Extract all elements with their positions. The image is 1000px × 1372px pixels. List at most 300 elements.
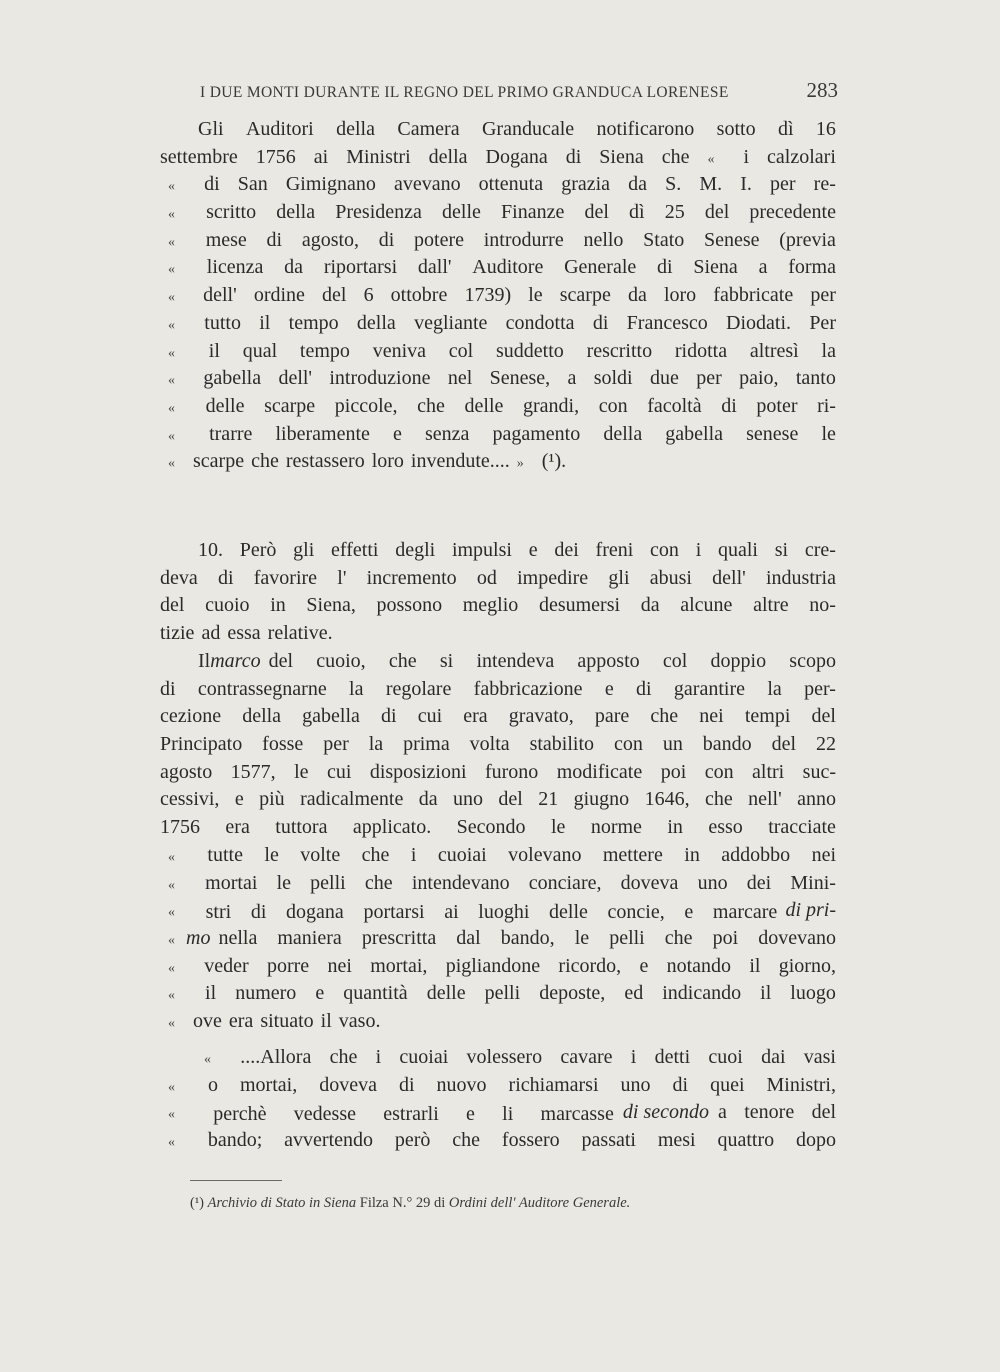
text-line: [160, 897, 836, 925]
text-word: calzolari: [767, 145, 836, 168]
text-word: del: [322, 284, 347, 307]
text-word: i: [375, 1046, 382, 1068]
paragraph-allora: [160, 1044, 836, 1155]
text-word: gli: [293, 539, 315, 561]
text-word: il: [760, 982, 772, 1005]
text-word: del: [160, 594, 185, 617]
text-word: industria: [765, 566, 836, 589]
text-word: prescritta: [361, 926, 437, 949]
text-word: condotta: [505, 311, 575, 334]
text-word: da: [628, 173, 648, 196]
text-word: liberamente: [275, 422, 370, 445]
text-word: marcasse: [540, 1103, 614, 1126]
text-word: era: [463, 705, 488, 728]
text-word: applicato.: [352, 816, 432, 839]
text-line: [160, 814, 836, 842]
text-word: tempo: [288, 311, 339, 334]
text-word: poi: [712, 926, 739, 949]
text-word: volessero: [466, 1046, 543, 1068]
text-word: del: [704, 201, 730, 224]
text-word: prima: [403, 733, 450, 756]
text-line: [160, 703, 836, 731]
text-run: [218, 925, 836, 953]
text-word: il: [208, 339, 220, 362]
text-word: dai: [761, 1046, 786, 1068]
text-word: le: [294, 760, 309, 783]
quote-mark: «: [168, 1135, 175, 1151]
text-word: mettere: [602, 843, 663, 866]
text-word: richiamarsi: [508, 1073, 599, 1096]
text-word: no-: [809, 594, 836, 617]
text-word: Secondo: [456, 816, 526, 839]
text-word: grazia: [561, 173, 611, 196]
text-word: della: [336, 118, 375, 140]
text-word: Senese: [704, 228, 760, 251]
text-word: Ministri,: [766, 1073, 836, 1096]
text-line: [160, 282, 836, 310]
text-word: cezione: [160, 705, 222, 728]
text-word: indicando: [662, 982, 742, 1005]
text-word: incremento: [366, 566, 457, 589]
text-word: Ministri: [346, 145, 411, 168]
text-word: Gli: [198, 118, 224, 140]
text-word: vasi: [803, 1046, 836, 1068]
text-word: meglio: [462, 594, 519, 617]
text-line: [160, 620, 836, 648]
quote-mark: «: [168, 988, 175, 1004]
text-line: [160, 592, 836, 620]
text-word: le: [264, 843, 279, 866]
text-word: l': [337, 566, 347, 589]
text-word: le: [574, 926, 590, 949]
text-word: passati: [581, 1129, 636, 1152]
text-word: per-: [804, 677, 836, 700]
text-word: scopo: [789, 650, 836, 672]
quote-mark: «: [168, 960, 175, 976]
text-line: [160, 676, 836, 704]
text-word: il: [320, 1009, 332, 1032]
text-word: si: [774, 539, 789, 561]
text-word: vedesse: [293, 1103, 356, 1126]
text-line: [160, 365, 836, 393]
text-word: vaso.: [338, 1009, 381, 1032]
text-word: doveva: [319, 1073, 377, 1096]
text-line: [160, 1127, 836, 1155]
text-word: e: [466, 1103, 475, 1126]
text-word: avevano: [393, 173, 461, 196]
page-number: 283: [806, 78, 838, 102]
text-word: Auditori: [245, 118, 314, 140]
text-word: bando: [702, 733, 752, 756]
text-word: tracciate: [768, 816, 836, 839]
text-line: [160, 227, 836, 255]
text-word: disposizioni: [369, 760, 467, 783]
text-word: cuoiai: [437, 843, 487, 866]
text-word: di: [636, 677, 652, 700]
text-word: pagamento: [492, 422, 581, 445]
text-line: [160, 254, 836, 282]
quote-mark: «: [168, 1015, 175, 1031]
text-word: avvertendo: [284, 1129, 374, 1152]
text-word: 21: [538, 788, 559, 811]
text-word: veder: [204, 954, 249, 977]
text-word: Granducale: [481, 118, 575, 140]
text-word: esso: [708, 816, 743, 839]
text-word: anno: [797, 788, 836, 811]
quote-mark: «: [168, 373, 175, 389]
text-word: mortai: [205, 871, 258, 894]
text-word: da: [418, 788, 438, 811]
text-word: dell': [278, 367, 313, 390]
text-line: [160, 144, 836, 172]
text-word: 1756: [255, 145, 296, 168]
text-word: tutto: [204, 311, 241, 334]
text-word: pelli: [484, 982, 521, 1005]
text-word: agosto: [160, 760, 213, 783]
text-line: [160, 1099, 836, 1127]
text-word: che: [388, 650, 417, 672]
text-word: nei: [327, 954, 352, 977]
text-word: 10.: [198, 539, 223, 561]
quote-mark: «: [168, 905, 175, 921]
text-word: ordine: [253, 284, 305, 307]
text-word: altresì: [749, 339, 799, 362]
quote-mark: «: [168, 877, 175, 893]
text-word: dall': [417, 256, 452, 279]
text-word: ove: [193, 1009, 222, 1032]
text-word: a: [718, 1101, 727, 1124]
text-word: (¹).: [541, 450, 567, 473]
text-word: scarpe: [559, 284, 611, 307]
text-word: a: [567, 367, 577, 390]
text-word: suc-: [802, 760, 836, 783]
text-word: Siena: [599, 145, 644, 168]
text-word: della: [428, 145, 468, 168]
text-word: che: [364, 871, 393, 894]
text-word: alcune: [680, 594, 733, 617]
quote-mark: «: [168, 428, 175, 444]
text-word: tizie: [160, 622, 195, 645]
text-line: [160, 393, 836, 421]
quote-mark: «: [168, 400, 175, 416]
text-word: Generale: [564, 256, 637, 279]
text-word: tempo: [299, 339, 350, 362]
text-word: i: [410, 843, 417, 866]
text-word: ottenuta: [478, 173, 544, 196]
text-word: notificarono: [596, 118, 695, 140]
text-word: dì: [777, 118, 794, 140]
text-word: Siena,: [306, 594, 356, 617]
text-line: [160, 448, 836, 476]
text-word: loro: [371, 450, 404, 473]
text-word: volevano: [508, 843, 582, 866]
text-word: di: [565, 145, 582, 168]
text-word: nel: [447, 367, 473, 390]
text-word: deposte,: [539, 982, 606, 1005]
text-word: ricordo,: [558, 954, 622, 977]
text-word: il: [749, 954, 761, 977]
text-word: relative.: [267, 622, 333, 645]
text-word: ....Allora: [240, 1046, 312, 1068]
text-line: [160, 759, 836, 787]
text-run: [168, 1101, 614, 1129]
text-word: garantire: [673, 677, 745, 700]
text-word: che: [452, 1129, 481, 1152]
text-line: [160, 537, 836, 565]
text-word: trarre: [209, 422, 253, 445]
footnote-divider: [190, 1180, 282, 1181]
text-word: licenza: [206, 256, 264, 279]
text-word: Senese,: [489, 367, 551, 390]
text-line: [160, 1072, 836, 1100]
text-word: 1646,: [644, 788, 690, 811]
text-word: dovevano: [758, 926, 836, 949]
text-word: favorire: [253, 566, 318, 589]
text-word: porre: [266, 954, 310, 977]
text-word: contrassegnarne: [197, 677, 327, 700]
text-word: con: [613, 733, 643, 756]
text-word: forma: [788, 256, 836, 279]
text-line: [160, 870, 836, 898]
text-word: che: [704, 788, 733, 811]
text-word: dogana: [286, 901, 344, 924]
text-word: od: [476, 566, 497, 589]
text-word: del: [771, 733, 797, 756]
text-word: tuttora: [275, 816, 328, 839]
text-word: agosto,: [301, 228, 360, 251]
text-line: [160, 786, 836, 814]
text-word: quali: [718, 539, 758, 561]
text-word: gravato,: [508, 705, 574, 728]
text-word: essa: [227, 622, 261, 645]
text-word: radicalmente: [300, 788, 404, 811]
text-word: potere: [414, 228, 465, 251]
text-word: (previa: [779, 228, 836, 251]
text-word: di: [592, 311, 609, 334]
text-word: nello: [583, 228, 624, 251]
text-word: tempi: [744, 705, 791, 728]
text-word: doveva: [620, 871, 679, 894]
text-word: invendute....: [410, 450, 510, 473]
text-line: [160, 1008, 836, 1036]
text-word: Il: [198, 650, 211, 672]
text-word: settembre: [160, 145, 238, 168]
text-word: regolare: [385, 677, 452, 700]
text-word: apposto: [577, 650, 640, 672]
text-word: che: [664, 926, 693, 949]
text-word: ottobre: [390, 284, 448, 307]
text-word: e: [604, 677, 614, 700]
quote-mark: »: [516, 456, 524, 472]
quote-mark: «: [168, 179, 175, 195]
text-word: che: [661, 145, 690, 168]
text-word: i: [695, 539, 702, 561]
text-word: ai: [444, 901, 459, 924]
text-word: e: [392, 422, 402, 445]
text-word: fabbricazione: [473, 677, 583, 700]
text-word: e: [684, 901, 694, 924]
text-word: gabella: [302, 705, 360, 728]
text-line: [160, 565, 836, 593]
text-word: cessivi,: [160, 788, 220, 811]
quote-mark: «: [168, 932, 175, 948]
text-word: cui: [326, 760, 352, 783]
text-word: poter: [756, 394, 798, 417]
text-word: soldi: [593, 367, 633, 390]
text-word: per: [696, 367, 722, 390]
text-word: I.: [740, 173, 752, 196]
text-word: scarpe: [193, 450, 245, 473]
text-word: delle: [549, 901, 588, 924]
text-word: in: [270, 594, 286, 617]
text-word: effetti: [331, 539, 379, 561]
text-word: e: [315, 982, 325, 1005]
text-word: degli: [395, 539, 436, 561]
footnote-title: Ordini dell' Auditore Generale.: [448, 1195, 631, 1211]
text-word: e: [528, 539, 538, 561]
text-word: perchè: [213, 1103, 267, 1126]
text-line: [160, 310, 836, 338]
text-word: marcare: [712, 901, 778, 924]
text-word: S.: [665, 173, 682, 196]
text-word: facoltà: [647, 394, 702, 417]
text-word: della: [356, 311, 396, 334]
text-word: del: [584, 201, 609, 224]
text-line: [160, 842, 836, 870]
text-word: impedire: [517, 566, 589, 589]
text-word: impulsi: [451, 539, 512, 561]
italic-term: mo: [186, 926, 211, 949]
text-word: dei: [746, 871, 772, 894]
text-word: 22: [815, 733, 836, 756]
text-word: possono: [376, 594, 443, 617]
text-word: le: [276, 871, 291, 894]
text-word: Finanze: [501, 201, 565, 224]
text-word: paio,: [739, 367, 779, 390]
text-word: i: [743, 145, 750, 168]
text-word: delle: [442, 201, 481, 224]
text-word: e: [639, 954, 649, 977]
text-run: [269, 648, 836, 676]
text-word: della: [242, 705, 282, 728]
quote-mark: «: [168, 262, 175, 278]
text-word: cuoi: [708, 1046, 743, 1068]
text-word: deva: [160, 566, 198, 589]
quote-mark: «: [168, 207, 175, 223]
text-word: cre-: [804, 539, 836, 561]
text-word: restassero: [285, 450, 365, 473]
text-word: ai: [313, 145, 329, 168]
text-word: di: [721, 394, 737, 417]
text-word: le: [550, 816, 566, 839]
text-word: da: [284, 256, 304, 279]
text-word: mortai,: [240, 1073, 298, 1096]
text-word: il: [205, 982, 217, 1005]
quote-mark: «: [168, 317, 175, 333]
text-line: [160, 648, 836, 676]
text-word: cuoio: [205, 594, 250, 617]
text-word: dell': [712, 566, 746, 589]
text-word: precedente: [749, 201, 836, 224]
text-word: scarpe: [264, 394, 316, 417]
text-word: uno: [453, 788, 484, 811]
text-word: freni: [595, 539, 634, 561]
text-run: [168, 899, 777, 927]
footnote: [190, 1195, 830, 1212]
text-word: introduzione: [329, 367, 431, 390]
quote-mark: «: [168, 234, 175, 250]
quote-mark: «: [707, 151, 715, 167]
text-word: giorno,: [778, 954, 836, 977]
text-line: [160, 925, 836, 953]
text-word: 1756: [160, 816, 200, 839]
text-word: di: [217, 566, 234, 589]
text-word: Gimignano: [285, 173, 376, 196]
text-word: M.: [699, 173, 723, 196]
text-word: luogo: [790, 982, 836, 1005]
text-word: re-: [813, 173, 836, 196]
footnote-text: Filza N.° 29 di: [359, 1195, 446, 1211]
text-word: li: [502, 1103, 514, 1126]
text-word: più: [259, 788, 285, 811]
text-word: del: [268, 650, 294, 672]
text-word: vegliante: [414, 311, 488, 334]
text-word: stri: [205, 901, 232, 924]
text-word: che: [361, 843, 390, 866]
text-word: concie,: [607, 901, 665, 924]
text-word: grandi,: [523, 394, 580, 417]
text-word: di: [160, 677, 176, 700]
text-word: notando: [666, 954, 732, 977]
text-word: in: [667, 816, 683, 839]
text-word: 1577,: [230, 760, 276, 783]
text-word: da: [640, 594, 660, 617]
text-word: modificate: [556, 760, 643, 783]
text-word: la: [349, 677, 364, 700]
text-line: [160, 116, 836, 144]
text-word: la: [767, 677, 782, 700]
text-word: due: [649, 367, 679, 390]
text-word: nei: [811, 843, 836, 866]
text-word: 6: [363, 284, 374, 307]
text-word: desumersi: [538, 594, 621, 617]
text-word: con: [598, 394, 628, 417]
text-word: qual: [242, 339, 278, 362]
text-line: [160, 171, 836, 199]
text-word: addobbo: [721, 843, 791, 866]
text-word: gabella: [203, 367, 262, 390]
text-word: le: [528, 284, 543, 307]
text-word: di: [398, 1073, 415, 1096]
text-word: Dogana: [485, 145, 548, 168]
text-word: ridotta: [674, 339, 728, 362]
text-word: di: [204, 173, 220, 196]
text-word: piccole,: [334, 394, 398, 417]
text-word: ad: [201, 622, 221, 645]
text-word: Per: [809, 311, 836, 334]
text-word: intendeva: [476, 650, 555, 672]
quote-mark: «: [168, 1107, 175, 1123]
text-word: volte: [300, 843, 341, 866]
paragraph-calzolari: [160, 116, 836, 476]
text-word: uno: [620, 1073, 651, 1096]
text-word: di: [672, 1073, 689, 1096]
text-word: Auditore: [472, 256, 544, 279]
text-word: suddetto: [496, 339, 564, 362]
text-word: maniera: [277, 926, 342, 949]
text-word: cavare: [560, 1046, 613, 1068]
text-line: [160, 1044, 836, 1072]
